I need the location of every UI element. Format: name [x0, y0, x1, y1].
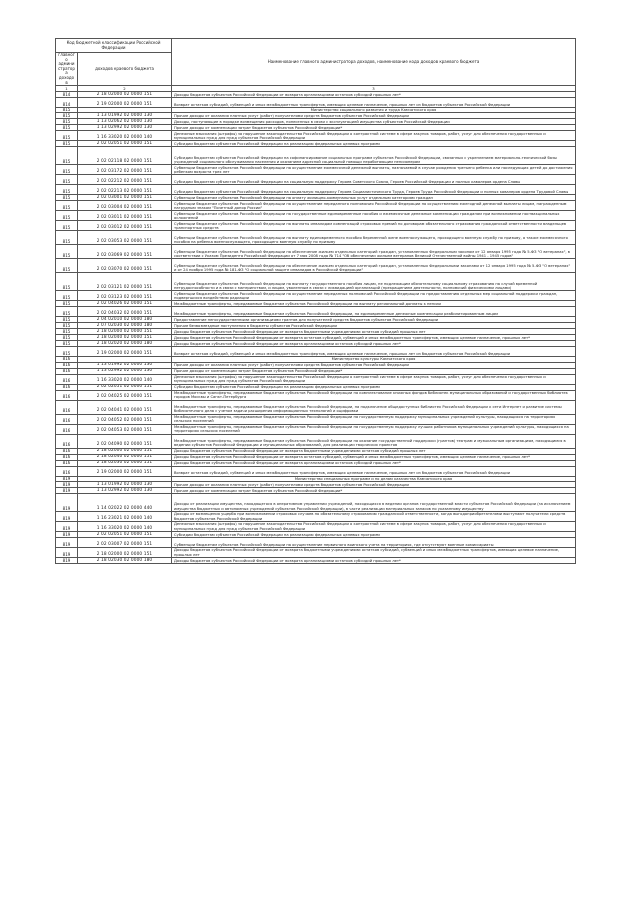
income-code-cell: 2 02 03007 02 0000 151 [78, 538, 172, 548]
income-code-cell: 2 18 02000 02 0000 151 [78, 329, 172, 335]
income-code-cell: 1 13 02062 02 0000 130 [78, 119, 172, 125]
income-name-cell: Доходы бюджетов субъектов Российской Федерации от возврата остатков субсидий, субвенций и иных межбюджетных трансфертов, имеющих целевое назначение, прошлых лет* [172, 335, 576, 341]
income-name-cell: Денежные взыскания (штрафы) за нарушение законодательства Российской Федерации о контрактной системе в сфере закупок товаров, работ, услуг для обеспечения государственных и муниципальных нужд для нужд субъектов Российской Федерации [172, 131, 576, 141]
income-code-cell: 2 02 04025 02 0000 151 [78, 390, 172, 400]
table-row [56, 466, 576, 476]
income-name-cell: Субсидии бюджетам субъектов Российской Федерации на реализацию федеральных целевых программ [172, 532, 576, 538]
admin-code-cell: 816 [56, 454, 78, 460]
column-index: 3 [172, 86, 576, 92]
income-code-cell: 2 02 02213 02 0000 151 [78, 185, 172, 195]
table-row [56, 347, 576, 357]
header-budget-classification: Код бюджетной классификации Российской Федерации [56, 39, 172, 53]
income-name-cell: Субсидии бюджетам субъектов Российской Федерации на социальную поддержку Героев Социалистического Труда, Героев Труда Российской Федерации и полных кавалеров ордена Трудовой Славы [172, 185, 576, 195]
income-administrators-table [55, 38, 576, 564]
income-code-cell: 2 18 02030 02 0000 180 [78, 558, 172, 564]
table-row [56, 512, 576, 522]
table-row [56, 538, 576, 548]
admin-code-cell: 816 [56, 368, 78, 374]
admin-code-cell: 815 [56, 221, 78, 231]
income-code-cell: 1 13 01992 02 0000 130 [78, 362, 172, 368]
income-name-cell: Прочие доходы от компенсации затрат бюджетов субъектов Российской Федерации* [172, 125, 576, 131]
admin-code-cell: 815 [56, 113, 78, 119]
income-code-cell: 2 18 02040 02 0000 151 [78, 335, 172, 341]
admin-code-cell: 815 [56, 201, 78, 211]
income-name-cell: Межбюджетные трансферты, передаваемые бюджетам субъектов Российской Федерации на комплектование книжных фондов библиотек муниципальных образований и государственных библиотек городов Москвы и Санкт-Петербурга [172, 390, 576, 400]
table-row [56, 259, 576, 273]
income-name-cell: Доходы бюджетов субъектов Российской Федерации от возврата бюджетными учреждениями остатков субсидий прошлых лет [172, 448, 576, 454]
admin-code-cell: 815 [56, 335, 78, 341]
admin-code-cell: 819 [56, 482, 78, 488]
income-code-cell: 2 18 02020 02 0000 180 [78, 341, 172, 347]
admin-code-cell: 815 [56, 125, 78, 131]
income-name-cell: Прочие доходы от оказания платных услуг (работ) получателями средств бюджетов субъектов Российской Федерации [172, 482, 576, 488]
income-name-cell: Прочие доходы от оказания платных услуг (работ) получателями средств бюджетов субъектов Российской Федерации [172, 362, 576, 368]
income-code-cell: 2 02 04052 02 0000 151 [78, 414, 172, 424]
admin-code-cell: 819 [56, 522, 78, 532]
admin-code-cell: 819 [56, 558, 78, 564]
income-name-cell: Возврат остатков субсидий, субвенций и иных межбюджетных трансфертов, имеющих целевое назначение, прошлых лет из бюджетов субъектов Российской Федерации [172, 466, 576, 476]
income-name-cell: Субвенции бюджетам субъектов Российской Федерации на государственные единовременные пособия и ежемесячные денежные компенсации гражданам при возникновении поствакцинальных осложнений [172, 211, 576, 221]
table-row [56, 414, 576, 424]
income-code-cell: 2 18 02030 02 0000 151 [78, 460, 172, 466]
table-row [56, 245, 576, 259]
table-row [56, 221, 576, 231]
column-index: 1 [56, 86, 78, 92]
income-name-cell: Субвенции бюджетам субъектов Российской Федерации на осуществление переданного полномочия Российской Федерации по осуществлению ежегодной денежной выплаты лицам, награжденным нагрудным знаком "Почетный донор России" [172, 201, 576, 211]
table-row [56, 231, 576, 245]
income-name-cell: Субвенции бюджетам субъектов Российской Федерации на обеспечение жильем отдельных категорий граждан, установленных Федеральным законом от 12 января 1995 года № 5-ФЗ "О ветеранах", в соответствии с Указом Президента Российской Федерации от 7 мая 2008 года № 714 "Об обеспечении жильем ветеранов Великой Отечественной войны 1941 - 1945 годов" [172, 245, 576, 259]
income-code-cell: 2 02 03121 02 0000 151 [78, 273, 172, 291]
admin-code-cell: 815 [56, 165, 78, 175]
admin-code-cell: 816 [56, 357, 78, 362]
table-row [56, 400, 576, 414]
income-code-cell: 2 18 02000 02 0000 151 [78, 92, 172, 98]
table-row [56, 374, 576, 384]
income-code-cell: 2 02 04032 02 0000 151 [78, 307, 172, 317]
income-code-cell: 2 02 02051 02 0000 151 [78, 141, 172, 147]
income-name-cell: Межбюджетные трансферты, передаваемые бюджетам субъектов Российской Федерации на государственную поддержку лучших работников муниципальных учреждений культуры, находящихся на территориях сельских поселений [172, 424, 576, 434]
income-name-cell: Доходы бюджетов субъектов Российской Федерации от возврата организациями остатков субсидий прошлых лет* [172, 460, 576, 466]
income-code-cell: 1 14 02022 02 0000 440 [78, 494, 172, 512]
income-code-cell: 2 02 02051 02 0000 151 [78, 384, 172, 390]
admin-code-cell: 814 [56, 98, 78, 108]
income-name-cell: Министерство культуры Камчатского края [172, 357, 576, 362]
admin-code-cell: 816 [56, 362, 78, 368]
admin-code-cell: 815 [56, 245, 78, 259]
income-code-cell: 2 02 02118 02 0000 151 [78, 147, 172, 165]
income-name-cell: Субвенции бюджетам субъектов Российской Федерации на осуществление первичного воинского учета на территориях, где отсутствуют военные комиссариаты [172, 538, 576, 548]
admin-code-cell: 819 [56, 538, 78, 548]
table-row [56, 390, 576, 400]
admin-code-cell: 815 [56, 291, 78, 301]
admin-code-cell: 816 [56, 424, 78, 434]
income-name-cell: Субвенции бюджетам субъектов Российской Федерации на осуществление ежемесячной денежной выплаты, назначаемой в случае рождения третьего ребенка или последующих детей до достижения ребенком возраста трех лет [172, 165, 576, 175]
table-row [56, 185, 576, 195]
income-code-cell: 1 16 33020 02 0000 140 [78, 522, 172, 532]
income-name-cell: Межбюджетные трансферты, передаваемые бюджетам субъектов Российской Федерации, на единовременные денежные компенсации реабилитированным лицам [172, 307, 576, 317]
admin-code-cell: 814 [56, 92, 78, 98]
income-code-cell: 1 16 23021 02 0000 140 [78, 512, 172, 522]
income-name-cell: Возврат остатков субсидий, субвенций и иных межбюджетных трансфертов, имеющих целевое назначение, прошлых лет из бюджетов субъектов Российской Федерации [172, 98, 576, 108]
admin-code-cell: 816 [56, 400, 78, 414]
admin-code-cell: 815 [56, 259, 78, 273]
admin-code-cell: 815 [56, 347, 78, 357]
income-code-cell: 1 16 33020 02 0000 140 [78, 131, 172, 141]
income-name-cell: Доходы от реализации имущества, находящегося в оперативном управлении учреждений, находящихся в ведении органов государственной власти субъектов Российской Федерации (за исключением имущества бюджетных и автономных учреждений субъектов Российской Федерации), в части реализации материальных запасов по указанному имуществу [172, 494, 576, 512]
column-index: 2 [78, 86, 172, 92]
income-name-cell: Доходы бюджетов субъектов Российской Федерации от возврата организациями остатков субсидий прошлых лет* [172, 341, 576, 347]
income-name-cell: Доходы бюджетов субъектов Российской Федерации от возврата организациями остатков субсидий прошлых лет* [172, 558, 576, 564]
admin-code-cell: 816 [56, 384, 78, 390]
income-name-cell: Субвенции бюджетам субъектов Российской Федерации на выплаты инвалидам компенсаций страховых премий по договорам обязательного страхования гражданской ответственности владельцев транспортных средств [172, 221, 576, 231]
table-row [56, 307, 576, 317]
admin-code-cell: 819 [56, 532, 78, 538]
income-name-cell: Субвенции бюджетам субъектов Российской Федерации на осуществление переданных полномочий Российской Федерации по предоставлению отдельных мер социальной поддержки граждан, подвергшихся воздействию радиации [172, 291, 576, 301]
table-row [56, 434, 576, 448]
admin-code-cell: 815 [56, 341, 78, 347]
income-code-cell: 1 13 02992 02 0000 130 [78, 488, 172, 494]
table-row [56, 175, 576, 185]
income-name-cell: Субсидии бюджетам субъектов Российской Федерации на софинансирование социальных программ субъектов Российской Федерации, связанных с укреплением материально-технической базы учреждений социального обслуживания населения и оказанием адресной социальной помощи неработающим пенсионерам [172, 147, 576, 165]
table-row [56, 335, 576, 341]
table-row [56, 548, 576, 558]
income-name-cell: Министерство социального развития и труда Камчатского края [172, 108, 576, 113]
admin-code-cell: 815 [56, 231, 78, 245]
income-code-cell: 2 02 03012 02 0000 151 [78, 221, 172, 231]
admin-code-cell: 816 [56, 466, 78, 476]
table-row [56, 165, 576, 175]
admin-code-cell: 815 [56, 211, 78, 221]
income-name-cell: Прочие доходы от оказания платных услуг (работ) получателями средств бюджетов субъектов Российской Федерации [172, 113, 576, 119]
income-name-cell: Субсидии бюджетам субъектов Российской Федерации на реализацию федеральных целевых программ [172, 384, 576, 390]
admin-code-cell: 815 [56, 141, 78, 147]
admin-code-cell: 815 [56, 185, 78, 195]
admin-code-cell: 815 [56, 317, 78, 323]
income-code-cell: 2 02 02212 02 0000 151 [78, 175, 172, 185]
document-sheet [55, 38, 575, 564]
admin-code-cell: 815 [56, 175, 78, 185]
income-code-cell: 1 13 02992 02 0000 130 [78, 368, 172, 374]
income-name-cell: Денежные взыскания (штрафы) за нарушение законодательства Российской Федерации о контрактной системе в сфере закупок товаров, работ, услуг для обеспечения государственных и муниципальных нужд для нужд субъектов Российской Федерации [172, 522, 576, 532]
table-row [56, 131, 576, 141]
table-row [56, 273, 576, 291]
income-code-cell: 2 02 03123 02 0000 151 [78, 291, 172, 301]
income-name-cell: Межбюджетные трансферты, передаваемые бюджетам субъектов Российской Федерации, на подключение общедоступных библиотек Российской Федерации к сети Интернет и развитие системы библиотечного дела с учетом задачи расширения информационных технологий и оцифровки [172, 400, 576, 414]
admin-code-cell: 819 [56, 548, 78, 558]
table-row [56, 522, 576, 532]
table-row [56, 454, 576, 460]
income-code-cell: 2 02 03172 02 0000 151 [78, 165, 172, 175]
income-name-cell: Министерство специальных программ и по делам казачества Камчатского края [172, 476, 576, 481]
table-row [56, 147, 576, 165]
income-code-cell: 1 13 01992 02 0000 130 [78, 482, 172, 488]
income-code-cell: 2 02 03004 02 0000 151 [78, 201, 172, 211]
income-code-cell: 2 02 03053 02 0000 151 [78, 231, 172, 245]
income-code-cell: 2 18 02000 02 0000 151 [78, 448, 172, 454]
income-code-cell: 2 02 04090 02 0000 151 [78, 434, 172, 448]
admin-code-cell: 816 [56, 448, 78, 454]
admin-code-cell: 816 [56, 374, 78, 384]
income-name-cell: Доходы бюджетов субъектов Российской Федерации от возврата организациями остатков субсидий прошлых лет* [172, 92, 576, 98]
admin-code-cell: 819 [56, 476, 78, 481]
income-code-cell: 2 02 03001 02 0000 151 [78, 195, 172, 201]
table-row [56, 558, 576, 564]
income-name-cell: Межбюджетные трансферты, передаваемые бюджетам субъектов Российской Федерации на государственную поддержку муниципальных учреждений культуры, находящихся на территориях сельских поселений [172, 414, 576, 424]
table-row [56, 211, 576, 221]
income-code-cell: 2 02 03070 02 0000 151 [78, 259, 172, 273]
income-code-cell: 2 02 04026 02 0000 151 [78, 301, 172, 307]
admin-code-cell: 816 [56, 414, 78, 424]
income-name-cell: Доходы, поступающие в порядке возмещения расходов, понесенных в связи с эксплуатацией имущества субъектов Российской Федерации [172, 119, 576, 125]
header-admin-code-column: главного администратора доходов [56, 53, 78, 86]
income-name-cell: Субвенции бюджетам субъектов Российской Федерации на выплату единовременного пособия беременной жене военнослужащего, проходящего военную службу по призыву, а также ежемесячного пособия на ребенка военнослужащего, проходящего военную службу по призыву [172, 231, 576, 245]
income-name-cell: Субвенции бюджетам субъектов Российской Федерации на обеспечение жильем отдельных категорий граждан, установленных Федеральными законами от 12 января 1995 года № 5-ФЗ "О ветеранах" и от 24 ноября 1995 года № 181-ФЗ "О социальной защите инвалидов в Российской Федерации" [172, 259, 576, 273]
income-name-cell: Доходы бюджетов субъектов Российской Федерации от возврата бюджетными учреждениями остатков субсидий, субвенций и иных межбюджетных трансфертов, имеющих целевое назначение, прошлых лет [172, 548, 576, 558]
admin-code-cell: 815 [56, 131, 78, 141]
table-row [56, 98, 576, 108]
income-code-cell: 2 19 02000 02 0000 151 [78, 466, 172, 476]
income-name-cell: Прочие доходы от компенсации затрат бюджетов субъектов Российской Федерации* [172, 368, 576, 374]
header-income-code-column: доходов краевого бюджета [78, 53, 172, 86]
admin-code-cell: 815 [56, 147, 78, 165]
income-code-cell: 2 18 02000 02 0000 151 [78, 548, 172, 558]
income-name-cell: Субвенции бюджетам субъектов Российской Федерации на выплату государственного пособия лицам, не подлежащим обязательному социальному страхованию на случай временной нетрудоспособности и в связи с материнством, и лицам, уволенным в связи с ликвидацией организаций (прекращением деятельности, полномочий физическими лицами) [172, 273, 576, 291]
income-code-cell: 2 02 02051 02 0000 151 [78, 532, 172, 538]
admin-code-cell: 815 [56, 301, 78, 307]
admin-code-cell: 815 [56, 119, 78, 125]
income-code-cell: 2 18 02040 02 0000 151 [78, 454, 172, 460]
admin-code-cell: 816 [56, 460, 78, 466]
income-name-cell: Возврат остатков субсидий, субвенций и иных межбюджетных трансфертов, имеющих целевое назначение, прошлых лет из бюджетов субъектов Российской Федерации [172, 347, 576, 357]
income-code-cell: 2 02 03069 02 0000 151 [78, 245, 172, 259]
income-code-cell: 2 04 02010 02 0000 180 [78, 317, 172, 323]
income-name-cell: Субсидии бюджетам субъектов Российской Федерации на социальную поддержку Героев Советского Союза, Героев Российской Федерации и полных кавалеров ордена Славы [172, 175, 576, 185]
admin-code-cell: 819 [56, 512, 78, 522]
income-code-cell: 2 07 02030 02 0000 180 [78, 323, 172, 329]
income-code-cell: 2 19 02000 02 0000 151 [78, 347, 172, 357]
table-row [56, 201, 576, 211]
income-name-cell: Предоставление негосударственными организациями грантов для получателей средств бюджетов субъектов Российской Федерации [172, 317, 576, 323]
table-row [56, 424, 576, 434]
income-name-cell: Межбюджетные трансферты, передаваемые бюджетам субъектов Российской Федерации на выплату региональной доплаты к пенсии [172, 301, 576, 307]
income-code-cell: 1 16 33020 02 0000 140 [78, 374, 172, 384]
income-code-cell: 1 13 02992 02 0000 130 [78, 125, 172, 131]
admin-code-cell: 815 [56, 273, 78, 291]
admin-code-cell: 816 [56, 390, 78, 400]
admin-code-cell: 815 [56, 323, 78, 329]
income-name-cell: Доходы бюджетов субъектов Российской Федерации от возврата бюджетными учреждениями остатков субсидий прошлых лет [172, 329, 576, 335]
income-code-cell: 1 13 01992 02 0000 130 [78, 113, 172, 119]
income-name-cell: Прочие доходы от компенсации затрат бюджетов субъектов Российской Федерации* [172, 488, 576, 494]
income-code-cell: 2 19 02000 02 0000 151 [78, 98, 172, 108]
income-name-cell: Прочие безвозмездные поступления в бюджеты субъектов Российской Федерации [172, 323, 576, 329]
admin-code-cell: 815 [56, 307, 78, 317]
income-name-cell: Субвенции бюджетам субъектов Российской Федерации на оплату жилищно-коммунальных услуг отдельным категориям граждан [172, 195, 576, 201]
income-name-cell: Межбюджетные трансферты, передаваемые бюджетам субъектов Российской Федерации на оказание государственной поддержки (грантов) театрам и музыкальным организациям, находящимся в ведении субъектов Российской Федерации и муниципальных образований, для реализации творческих проектов [172, 434, 576, 448]
income-code-cell: 2 02 04041 02 0000 151 [78, 400, 172, 414]
admin-code-cell: 815 [56, 329, 78, 335]
admin-code-cell: 816 [56, 434, 78, 448]
header-name-column: Наименование главного администратора доходов, наименование кода доходов краевого бюджета [172, 39, 576, 86]
income-name-cell: Субсидии бюджетам субъектов Российской Федерации на реализацию федеральных целевых программ [172, 141, 576, 147]
admin-code-cell: 819 [56, 488, 78, 494]
admin-code-cell: 819 [56, 494, 78, 512]
table-row [56, 494, 576, 512]
admin-code-cell: 815 [56, 108, 78, 113]
income-name-cell: Доходы от возмещения ущерба при возникновении страховых случаев по обязательному страхованию гражданской ответственности, когда выгодоприобретателями выступают получатели средств бюджетов субъектов Российской Федерации [172, 512, 576, 522]
income-code-cell: 2 02 03011 02 0000 151 [78, 211, 172, 221]
income-name-cell: Доходы бюджетов субъектов Российской Федерации от возврата остатков субсидий, субвенций и иных межбюджетных трансфертов, имеющих целевое назначение, прошлых лет* [172, 454, 576, 460]
income-code-cell: 2 02 04053 02 0000 151 [78, 424, 172, 434]
table-row [56, 291, 576, 301]
admin-code-cell: 815 [56, 195, 78, 201]
income-name-cell: Денежные взыскания (штрафы) за нарушение законодательства Российской Федерации о контрактной системе в сфере закупок товаров, работ, услуг для обеспечения государственных и муниципальных нужд для нужд субъектов Российской Федерации [172, 374, 576, 384]
